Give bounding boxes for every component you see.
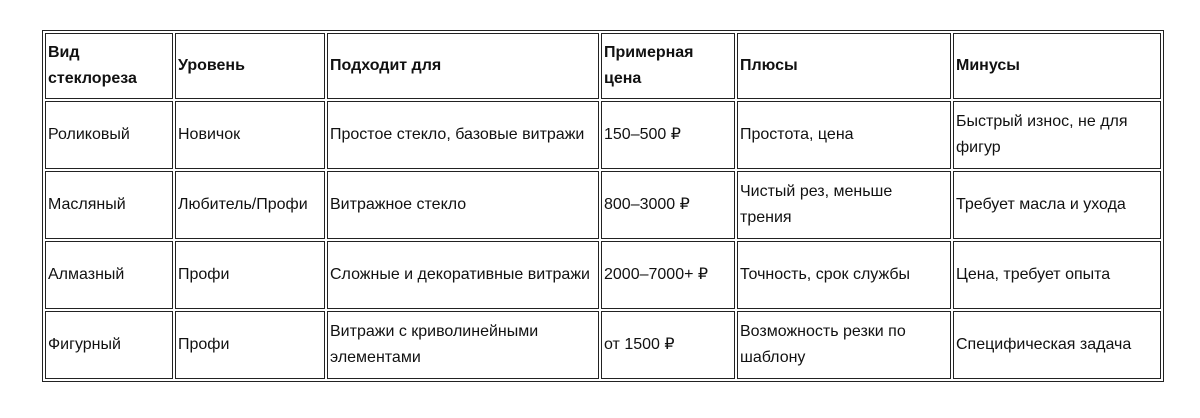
table-row <box>45 101 1161 169</box>
cell-suitable-for: Витражное стекло <box>327 171 599 239</box>
cell-type: Роликовый <box>45 101 173 169</box>
cell-suitable-for: Витражи с криволинейными элементами <box>327 311 599 379</box>
cell-pros: Возможность резки по шаблону <box>737 311 951 379</box>
cell-pros: Точность, срок службы <box>737 241 951 309</box>
cell-pros: Простота, цена <box>737 101 951 169</box>
cell-type: Алмазный <box>45 241 173 309</box>
cell-suitable-for: Сложные и декоративные витражи <box>327 241 599 309</box>
cell-level: Любитель/Профи <box>175 171 325 239</box>
header-cell-type: Вид стеклореза <box>45 33 173 99</box>
cell-price: 2000–7000+ ₽ <box>601 241 735 309</box>
table-body <box>45 101 1161 379</box>
cell-suitable-for: Простое стекло, базовые витражи <box>327 101 599 169</box>
cell-cons: Быстрый износ, не для фигур <box>953 101 1161 169</box>
header-cell-suitable-for: Подходит для <box>327 33 599 99</box>
cell-type: Масляный <box>45 171 173 239</box>
header-cell-cons: Минусы <box>953 33 1161 99</box>
cell-price: 150–500 ₽ <box>601 101 735 169</box>
cell-cons: Цена, требует опыта <box>953 241 1161 309</box>
cell-pros: Чистый рез, меньше трения <box>737 171 951 239</box>
cell-level: Профи <box>175 241 325 309</box>
table-header <box>45 33 1161 99</box>
cell-level: Новичок <box>175 101 325 169</box>
cell-cons: Требует масла и ухода <box>953 171 1161 239</box>
cell-price: от 1500 ₽ <box>601 311 735 379</box>
table-row <box>45 311 1161 379</box>
table-row <box>45 171 1161 239</box>
cell-price: 800–3000 ₽ <box>601 171 735 239</box>
header-cell-pros: Плюсы <box>737 33 951 99</box>
header-row <box>45 33 1161 99</box>
glass-cutter-comparison-table <box>42 30 1164 382</box>
cell-cons: Специфическая задача <box>953 311 1161 379</box>
table-row <box>45 241 1161 309</box>
header-cell-price: Примерная цена <box>601 33 735 99</box>
header-cell-level: Уровень <box>175 33 325 99</box>
cell-level: Профи <box>175 311 325 379</box>
cell-type: Фигурный <box>45 311 173 379</box>
